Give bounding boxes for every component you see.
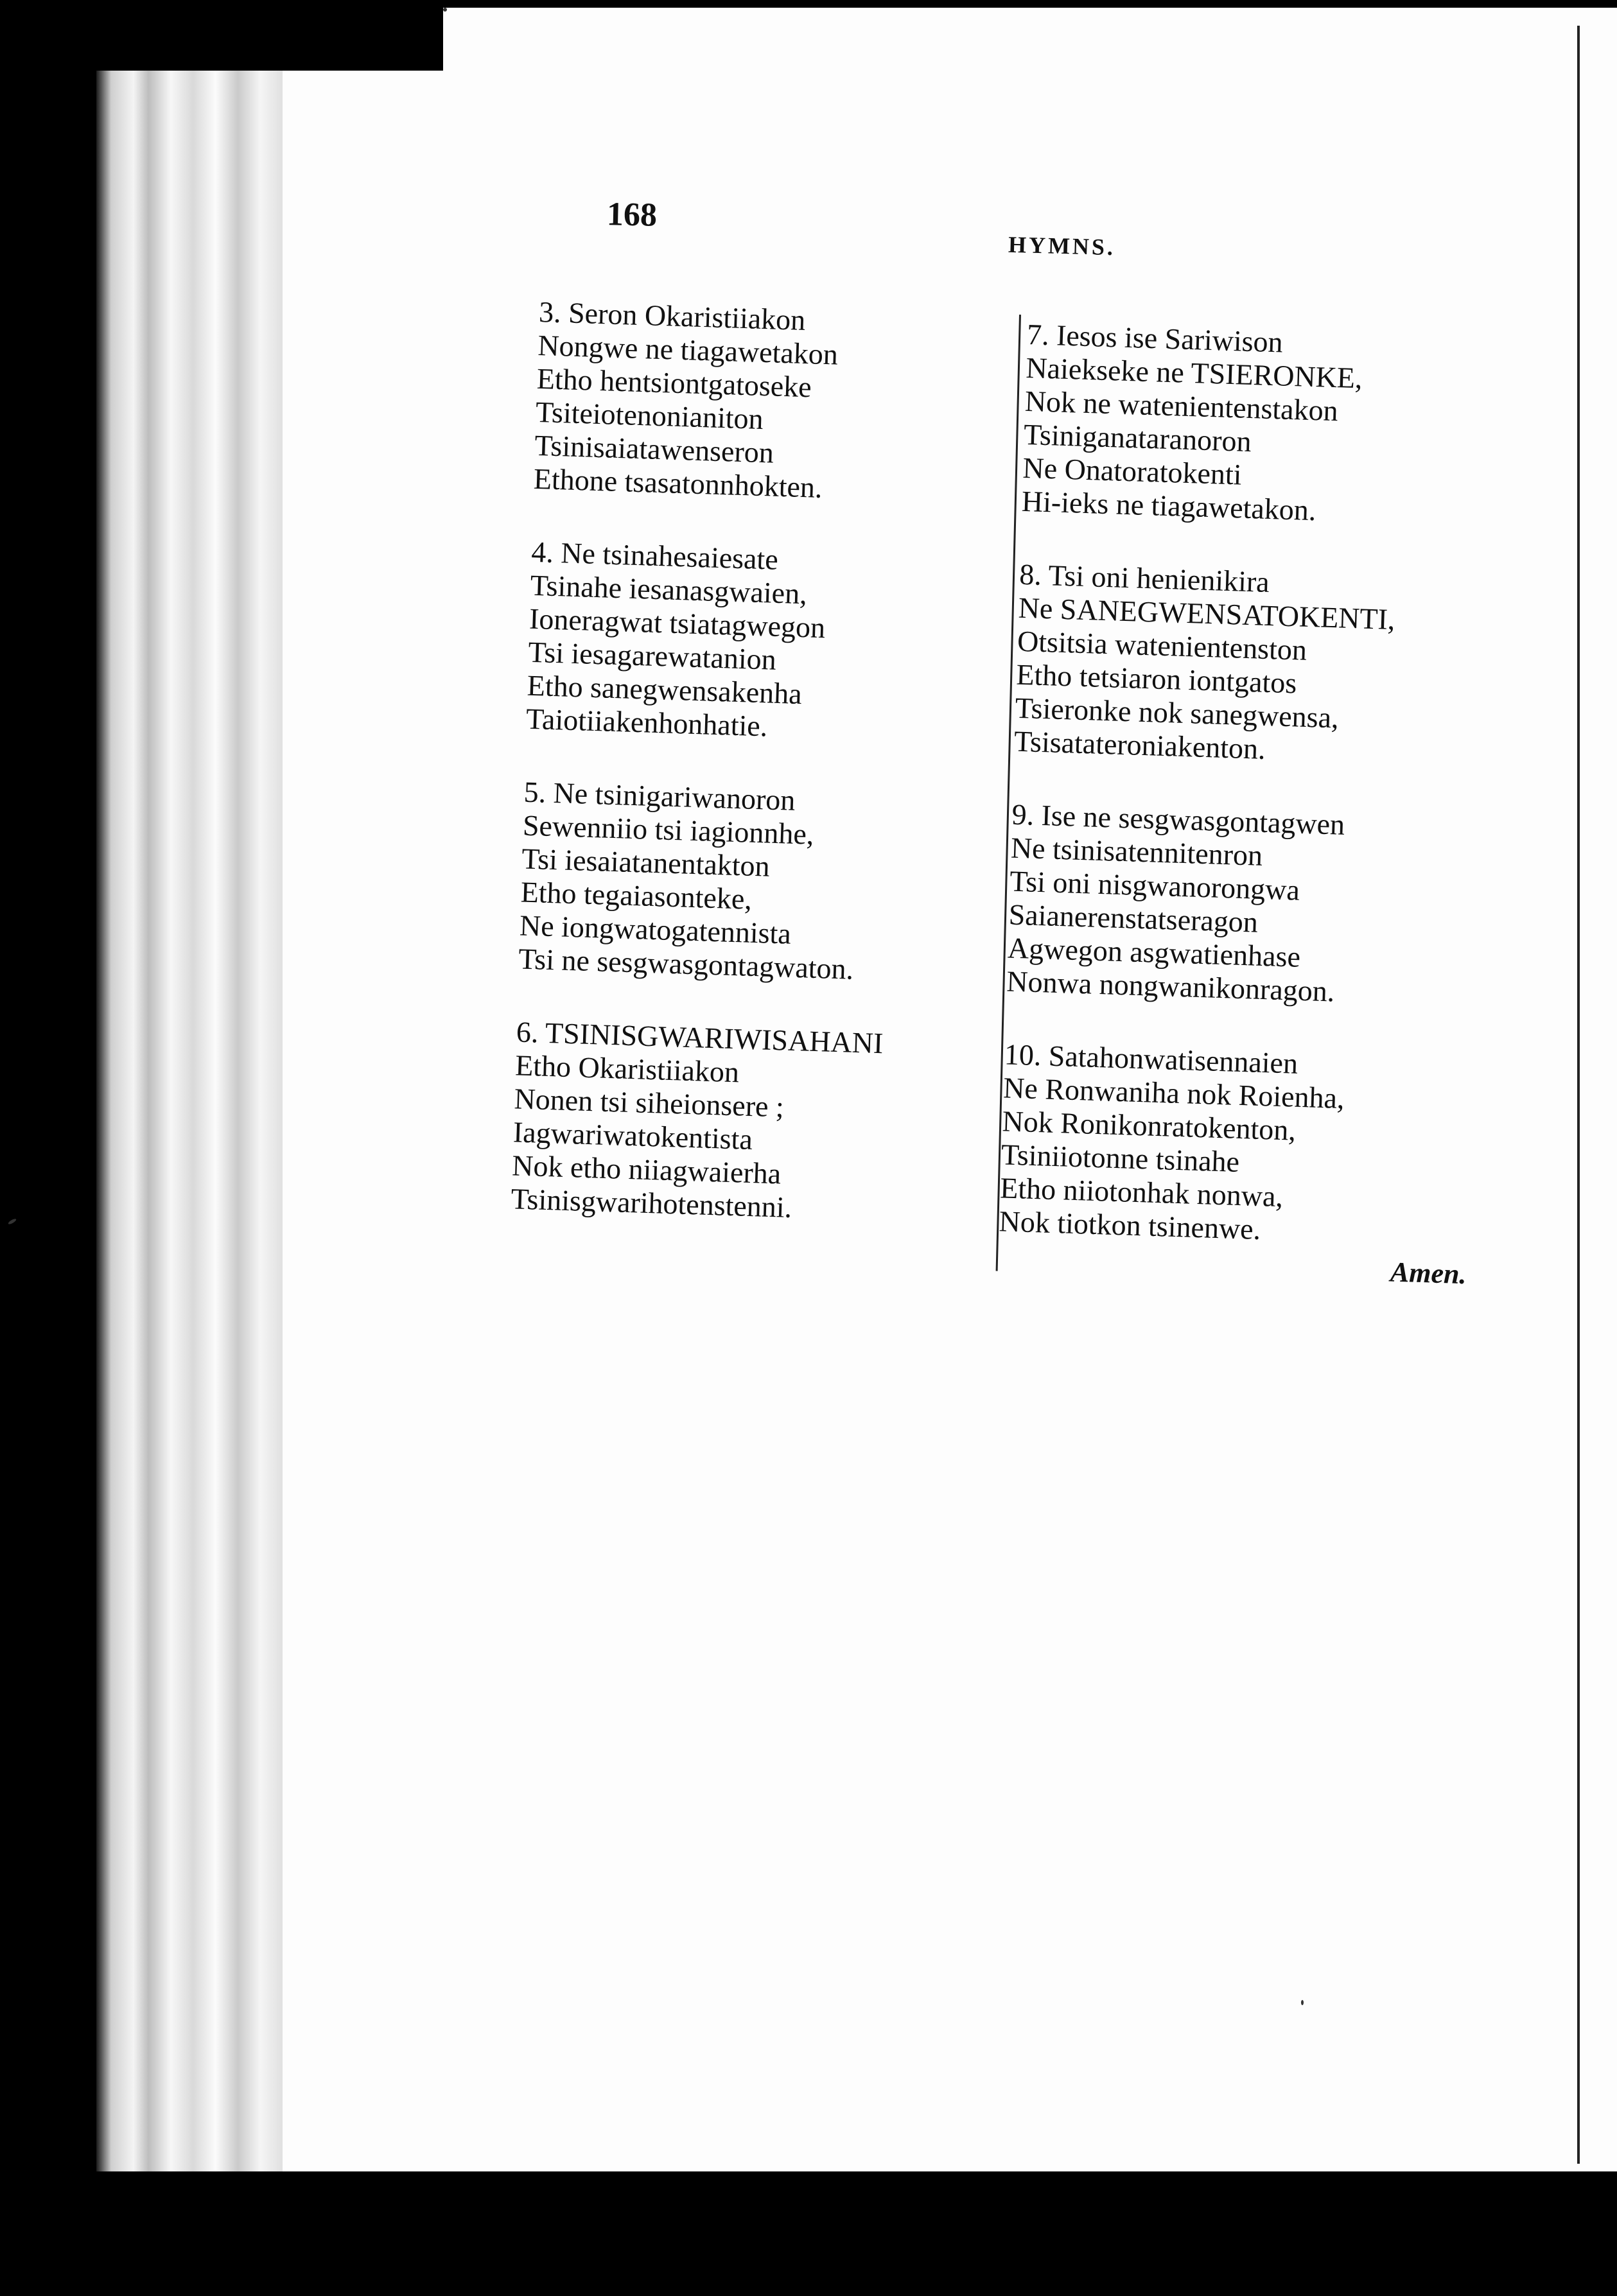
stanza-8 bbox=[1013, 558, 1507, 774]
stanza-line: Etho sanegwensakenha bbox=[527, 668, 803, 711]
stanza-line: Otsitsia watenientenston bbox=[1017, 624, 1307, 666]
stanza-line: Ne Onatoratokenti bbox=[1022, 451, 1243, 491]
stanza-line: 9. Ise ne sesgwasgontagwen bbox=[1011, 797, 1345, 841]
bottom-shadow bbox=[96, 2171, 1617, 2296]
stanza-line: 4. Ne tsinahesaiesate bbox=[530, 535, 779, 576]
stanza-line: Agwegon asgwatienhase bbox=[1007, 931, 1301, 973]
stanza-line: 10. Satahonwatisennaien bbox=[1004, 1038, 1298, 1080]
stanza-line: 3. Seron Okaristiiakon bbox=[538, 295, 807, 337]
stanza-line: Tsinisgwarihotenstenni. bbox=[510, 1182, 792, 1224]
stanza-line: Nok etho niiagwaierha bbox=[511, 1149, 782, 1190]
right-column bbox=[997, 318, 1516, 1292]
stanza-line: Nok ne watenientenstakon bbox=[1024, 384, 1339, 428]
stanza-line: Tsi ne sesgwasgontagwaton. bbox=[518, 942, 854, 986]
page-edges bbox=[96, 64, 283, 2183]
stanza-line: Ne iongwatogatennista bbox=[519, 909, 792, 950]
stanza-6 bbox=[511, 1015, 1017, 1231]
stanza-line: Tsinisaiatawenseron bbox=[534, 428, 774, 469]
dust-speck bbox=[8, 1218, 17, 1225]
amen-closing: Amen. bbox=[1390, 1256, 1467, 1291]
stanza-line: Saianerenstatseragon bbox=[1008, 898, 1259, 939]
stanza-line: Tsiniiotonne tsinahe bbox=[1001, 1138, 1240, 1179]
stanza-line: Tsi oni nisgwanorongwa bbox=[1009, 864, 1300, 907]
dust-speck bbox=[1301, 2000, 1304, 2005]
stanza-line: Hi-ieks ne tiagawetakon. bbox=[1021, 484, 1317, 527]
stanza-line: 8. Tsi oni henienikira bbox=[1018, 557, 1270, 599]
stanza-line: Sewenniio tsi iagionnhe, bbox=[522, 808, 815, 851]
stanza-line: Ne Ronwaniha nok Roienha, bbox=[1002, 1071, 1345, 1115]
stanza-line: Tsiteiotenonianiton bbox=[535, 395, 764, 436]
stanza-line: 6. TSINISGWARIWISAHANI bbox=[516, 1015, 884, 1060]
stanza-5 bbox=[518, 776, 1025, 991]
left-column bbox=[509, 295, 1040, 1271]
stanza-7 bbox=[1021, 318, 1515, 534]
stanza-9 bbox=[1006, 798, 1500, 1014]
stanza-line: Nok Ronikonratokenton, bbox=[1001, 1104, 1297, 1147]
stanza-line: 7. Iesos ise Sariwison bbox=[1026, 318, 1284, 359]
stanza-line: Etho niiotonhak nonwa, bbox=[999, 1171, 1284, 1213]
stanza-line: Ioneragwat tsiatagwegon bbox=[529, 602, 826, 645]
running-head: HYMNS. bbox=[1008, 231, 1116, 261]
stanza-line: Ne tsinisatennitenron bbox=[1010, 831, 1263, 872]
stanza-line: Taiotiiakenhonhatie. bbox=[525, 702, 769, 743]
stanza-line: Tsiniganataranoron bbox=[1023, 417, 1252, 458]
stanza-line: Etho hentsiontgatoseke bbox=[536, 361, 812, 404]
stanza-line: 5. Ne tsinigariwanoron bbox=[523, 775, 796, 817]
stanza-line: Tsinahe iesanasgwaien, bbox=[530, 568, 808, 611]
stanza-10 bbox=[999, 1038, 1492, 1253]
stanza-line: Tsi iesaiatanentakton bbox=[521, 842, 771, 883]
stanza-line: Nok tiotkon tsinenwe. bbox=[998, 1205, 1261, 1246]
stanza-line: Nonen tsi siheionsere ; bbox=[513, 1082, 785, 1124]
stanza-4 bbox=[525, 535, 1032, 751]
stanza-line: Naiekseke ne TSIERONKE, bbox=[1025, 351, 1363, 395]
stanza-line: Tsieronke nok sanegwensa, bbox=[1015, 691, 1340, 735]
stanza-3 bbox=[533, 295, 1040, 511]
stanza-line: Etho tegaiasonteke, bbox=[520, 875, 753, 916]
stanza-line: Tsisatateroniakenton. bbox=[1013, 724, 1266, 765]
page-number: 168 bbox=[606, 196, 658, 234]
stanza-line: Nongwe ne tiagawetakon bbox=[537, 328, 839, 371]
stanza-line: Ethone tsasatonnhokten. bbox=[533, 462, 823, 504]
stanza-line: Tsi iesagarewatanion bbox=[527, 635, 777, 676]
page-right-edge bbox=[1577, 26, 1580, 2164]
stanza-line: Etho Okaristiiakon bbox=[514, 1048, 740, 1089]
dust-speck bbox=[443, 8, 447, 12]
stanza-line: Ne SANEGWENSATOKENTI, bbox=[1018, 591, 1396, 636]
stanza-line: Iagwariwatokentista bbox=[512, 1115, 753, 1156]
top-shadow bbox=[96, 8, 443, 71]
stanza-line: Etho tetsiaron iontgatos bbox=[1015, 657, 1298, 700]
stanza-line: Nonwa nongwanikonragon. bbox=[1006, 964, 1336, 1008]
